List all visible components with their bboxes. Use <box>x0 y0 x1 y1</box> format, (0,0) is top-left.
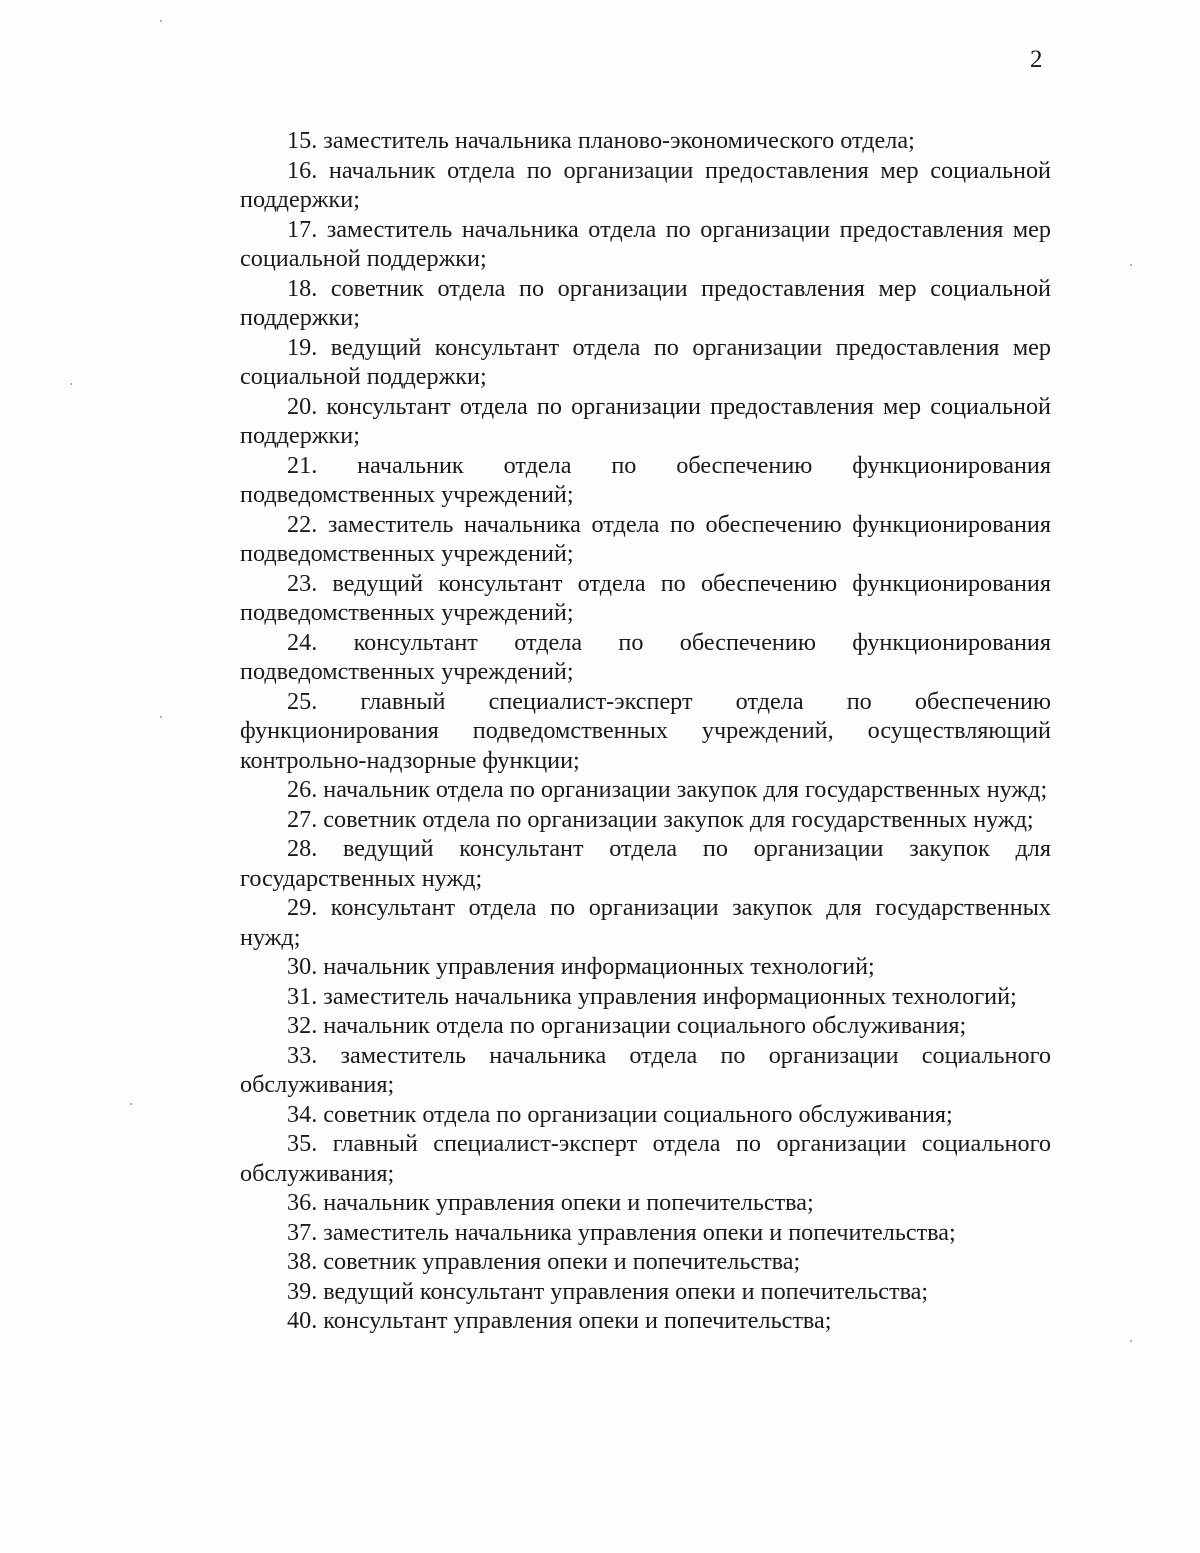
list-item: 28. ведущий консультант отдела по организации закупок для государственных нужд; <box>240 835 1051 892</box>
list-item: 29. консультант отдела по организации закупок для государственных нужд; <box>240 894 1051 951</box>
list-item: 37. заместитель начальника управления опеки и попечительства; <box>287 1218 956 1246</box>
list-item: 31. заместитель начальника управления информационных технологий; <box>287 982 1017 1010</box>
page-number: 2 <box>1030 46 1043 73</box>
scan-speck <box>1130 1340 1132 1342</box>
list-item: 25. главный специалист-эксперт отдела по обеспечению функционирования подведомственных учреждений, осуществляющий контрольно-надзорные функции; <box>240 687 1051 774</box>
list-item: 40. консультант управления опеки и попечительства; <box>287 1307 832 1334</box>
list-item: 33. заместитель начальника отдела по организации социального обслуживания; <box>240 1041 1051 1098</box>
list-item: 36. начальник управления опеки и попечительства; <box>287 1189 814 1216</box>
list-item: 22. заместитель начальника отдела по обеспечению функционирования подведомственных учреждений; <box>240 510 1051 567</box>
list-item: 24. консультант отдела по обеспечению функционирования подведомственных учреждений; <box>240 628 1051 685</box>
list-item: 23. ведущий консультант отдела по обеспечению функционирования подведомственных учреждений; <box>240 569 1051 626</box>
list-item: 27. советник отдела по организации закупок для государственных нужд; <box>287 805 1034 833</box>
scan-speck <box>160 20 162 22</box>
list-item: 18. советник отдела по организации предоставления мер социальной поддержки; <box>240 274 1051 331</box>
list-item: 16. начальник отдела по организации предоставления мер социальной поддержки; <box>240 156 1051 213</box>
list-item: 38. советник управления опеки и попечительства; <box>287 1248 801 1275</box>
list-item: 17. заместитель начальника отдела по организации предоставления мер социальной поддержки; <box>240 215 1051 272</box>
list-item: 34. советник отдела по организации социального обслуживания; <box>287 1100 953 1128</box>
list-item: 15. заместитель начальника планово-экономического отдела; <box>287 127 915 154</box>
scan-speck <box>70 383 72 385</box>
list-item: 26. начальник отдела по организации закупок для государственных нужд; <box>287 776 1048 803</box>
list-item: 30. начальник управления информационных технологий; <box>287 953 875 980</box>
list-item: 20. консультант отдела по организации предоставления мер социальной поддержки; <box>240 392 1051 449</box>
scan-speck <box>130 1103 132 1105</box>
list-item: 32. начальник отдела по организации социального обслуживания; <box>287 1012 967 1039</box>
scan-speck <box>1130 264 1132 266</box>
list-item: 19. ведущий консультант отдела по организации предоставления мер социальной поддержки; <box>240 333 1051 390</box>
position-list <box>240 126 1051 1336</box>
list-item: 21. начальник отдела по обеспечению функционирования подведомственных учреждений; <box>240 451 1051 508</box>
list-item: 35. главный специалист-эксперт отдела по организации социального обслуживания; <box>240 1130 1051 1187</box>
scan-speck <box>160 716 162 718</box>
list-item: 39. ведущий консультант управления опеки и попечительства; <box>287 1277 929 1305</box>
